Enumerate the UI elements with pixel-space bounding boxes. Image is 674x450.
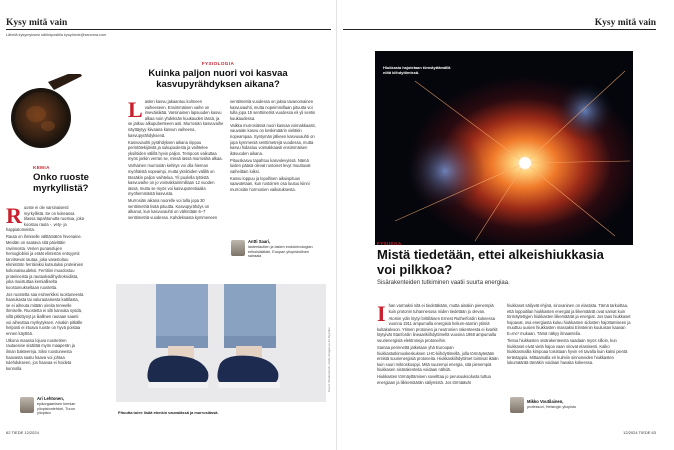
- author-name: Mikko Voutilainen,: [527, 399, 564, 404]
- author-title: lastentautien ja lasten endokrinologian erikoislääkäri, Euopan yliopistollinen sairaala: [248, 244, 313, 259]
- photo-caption: Pituutta tulee lisää etenkin vauvaiässä ja murrosiässä.: [118, 410, 219, 415]
- author-photo: [231, 240, 245, 256]
- author-title: epäorgaanisen kemian yliopistonlehtori, Turun yliopisto: [37, 401, 76, 416]
- header-rule: [343, 29, 656, 30]
- author-title: professori, Helsingin yliopisto: [527, 404, 577, 409]
- article1-paragraph: Jos ruostetta saa esimerkiksi ruostuneesta haarukasta tai valurautaisesta kattilasta, se ei aiheuta mitään oireita terveelle ihmiselle. Ruostetta ei silti kannata syödä, sillä pitkittynyt ja liiallinen rautaan saanti voi aiheuttaa myrkytyksen. Ainakin pitkälle helposti ei irtoava ruoste on hyvä poistaa ennen käyttöä.: [6, 291, 84, 336]
- article1-paragraph: uoste ei ole varsinaisesti myrkyllistä. Se on koiteassa tilassa tapahtunutta ruostua, joka koostuu rauta -, vety- ja happiatomeista.: [6, 205, 84, 233]
- article3-paragraph: Tietoa hiukkasten sisärakenteesta saadaan myös silloin, kun hiukkaset eivät vielä hajoa vaan sirovat elastisesti. Kaiko hiukkasmallia kimpoaa toisistaan hyvin eri tavalla kuin kaksi pientä terästappia. Mittaamalla eri kulmiin sinnoneiden hiukkasten lukumäärää tämäkin voidaan havaita kokeessa.: [507, 337, 628, 366]
- article2-headline: Kuinka paljon nuori voi kasvaa kasvupyrähdyksen aikana?: [148, 68, 288, 90]
- article2-paragraph: Kasvu loppuu ja lopullinen aikuispituus saavutetaan, kun rustoinen osa luutuu kiinni murrosiän hormonien vaikutuksesta.: [230, 175, 310, 193]
- article2-paragraph: Vaikka murrosiässä nuori kasvaa voimakkaasti, vauvaiän kasvu on keskimäärin vieläkin nopeampaa. Syntymän jälkeen kasvuvauhti on jopa kymmeniä senttimetrejä vuodessa, mutta kasvu hidastuu voimakkaasti ensimmäisen ikävuoden aikana.: [230, 122, 316, 156]
- article2-paragraph: Pituuskasvu tapahtuu kasvulevyissä. Nämä luiden pääsä olevat rustoiset levyt muuttuvat vaiheittain luiksi.: [230, 157, 311, 174]
- article1-author: [37, 397, 87, 416]
- article2-body-col1: [128, 99, 224, 274]
- feet-sneakers-image: [116, 284, 326, 402]
- article3-author: [527, 400, 627, 410]
- article3-paragraph: Atomin ydin löytyi brittiläisen Ernest Rutherfordin kokeessa vuonna 1911 ampumalla energisiä helium-atomin ytimiä kultakalvoon. Ytimen protonien ja neutronien rakenteesta ei kvarkit löytyivät Stanfordin lineaarikiihdyttimellä vuosina 1968 ampumalla suurienergisiä elektroneja protoneihin.: [377, 315, 498, 343]
- author-name: Ari Lehtonen,: [37, 396, 64, 401]
- photo-credit: Kuvat: Shutterstock, Getty Images ja Ari Nyyhiko: [327, 327, 331, 392]
- header-email: Lähetä kysymyksesi sähköpostilla kysy.tiede@sanoma.com: [6, 33, 107, 37]
- article3-paragraph: han varmaksi sitä ei tiedetäkään, mutta ainakin pienempiä kuin protonin tuhannesosa niiden tiedetään jo olevan.: [388, 303, 494, 314]
- article2-paragraph: senttimetriä vuodessa on jaksa tavanomainen kasvuvauhti, mutta nopeimmillaan pituutta voi tulla jopa 15 senttimetriä vuodessa eli yli sentin kuukaudessa.: [230, 99, 316, 121]
- header-rule: [6, 29, 331, 30]
- article3-body-col1: [377, 303, 499, 423]
- article3-paragraph: Samaa perinnettä jatketaan yhä Euroopan hiukkastutkimuskeskuksen LHC-kiihdyttimellä, jolla törmäytetään entistä suurienergisiä protoneita. Hiukkaskiihdyttimet toimivat ikään kuin suuri mikroskooppi. Mitä suurempi energia, sitä pienempiä hiukkasen sisärakenteita voidaan nähdä.: [377, 344, 499, 373]
- article2-author: [248, 240, 323, 259]
- page-footer-right: 12/2024 TIEDE 63: [623, 430, 656, 435]
- article3-kicker: FYSIIKKA: [377, 241, 402, 246]
- article2-paragraph: Kasvuvauhti pyrähdyksen aikana riippuu perintötekijöistä ja sukupuolesta ja vaihtelee yksilöiden välillä hyvin paljon. Tempoon vaikuttaa myös jonkin verran se, missä iässä murrosikä alkaa.: [128, 139, 223, 162]
- article1-headline: Onko ruoste myrkyllistä?: [33, 172, 89, 194]
- article3-body-col2: [507, 303, 633, 391]
- article3-paragraph: hiukkaset säilyvät ehjinä, sirovaninen on elastista. Tämä tarkoittaa, että loppuitilan hiukkasten energiat ja liikemäärät ovat samat kuin törmäytettyjen hiukkasten liikemäärät ja energiat. Jos taas hiukkaset hajoavat, osa energiasta kuluu hiukkasten sidosten hajottamiseen ja muuttuu uusien hiukkasten massaksi Einsteinin kuuluisan kaavan E=mc² mukaan. Tämä näkyy ilmaantelia.: [507, 303, 631, 336]
- article2-paragraph: asten kasvu jakaantuu kolmeen vaiheeseen. Ensimmäinen vaihe on imeväisikää. Varsinainen lapsuuden kasvu alkaa noin yhdeksän kuukauden iässä, ja se jatkuu alkupuberteeen asti. Murrosiän kasvuvaihe näyttäytyy kiivaana kasvun vaiheena, kasvupyrähdyksenä.: [128, 99, 224, 138]
- frying-pan-image: [8, 74, 86, 156]
- page-header-title: Kysy mitä vain: [6, 18, 68, 28]
- article1-paragraph: Rauta on ihmiselle välttämätön hivenaine. Meidän on saatava sitä päivittäin ravinnosta. Verien punasolujen hemoglobiini ja eräät elimistön entsyymit tarvitsevat rautaa, joka varastoituu elimistöön ferritiiniksi kutsutuksi proteiinien kokonaisuudeksi. Ferritiini muodostuu proteiineista ja rautaoksidihydroksidista, joka muistuttaa kemialliselta koostumukseltaan ruostetta.: [6, 234, 84, 290]
- article1-body: [6, 205, 84, 390]
- article2-dropcap: L: [128, 99, 143, 122]
- particle-collision-image: [375, 51, 633, 245]
- article1-paragraph: Ulkona maassa lojuva ruostetiren rautaesine sisältää myös maaperän ja ilman bakteereja. Siksi ruostuneesta haavasta saatu haava voi johtaa tulehdukseen, jos haavaa ei hoideta kunnolla.: [6, 337, 75, 371]
- right-page: [337, 0, 674, 450]
- article3-dropcap: I: [377, 303, 386, 326]
- page-header-title: Kysy mitä vain: [594, 18, 656, 28]
- page-footer-left: 62 TIEDE 12/2024: [6, 430, 39, 435]
- article2-body-col2: [230, 99, 320, 231]
- article1-dropcap: R: [6, 205, 22, 228]
- article3-headline: Mistä tiedetään, ettei alkeishiukkasia voi pilkkoa?: [377, 247, 604, 277]
- article3-paragraph: Hiukkasten törmäyttäminen sovelttaa jo perusuuksolusta tuttua energiaan ja liikkemäärän säilymistä. Jos törmäävät: [377, 374, 491, 385]
- author-name: Antti Saari,: [248, 239, 271, 244]
- article2-paragraph: Varhainen murrosiän kehitys voi olla hieman myöhäistä nopeampi, mutta yksilöiden välillä on tässäkin paljon vaihtelua. Yli puolella tytöistä kasvuvaihe on jo voimakkaimmillaan 12 vuoden iässä, mutta se myös voi kasvupotentiaalia myöhemmästä kasvusta.: [128, 163, 215, 197]
- article3-subhead: Sisärakenteiden tutkiminen vaatii suurta energiaa.: [377, 280, 510, 286]
- author-photo: [510, 397, 524, 413]
- article1-kicker: KEMIA: [33, 165, 50, 170]
- article2-paragraph: Murrosiän aikana nuorelle voi tulla jopa 30 senttimetriä lisää pituutta. Kasvupyrähdys on alkanut, kun kasvuvauhti on vähintään 6–7 senttimetriä vuodessa. Kahdeksasta kymmeneen: [128, 198, 218, 221]
- article2-kicker: FYSIOLOGIA: [201, 61, 235, 66]
- image-caption: Hiukkasia hajotetaan törmäyttämällä niitä kiihdyttimissä.: [383, 65, 451, 75]
- author-photo: [20, 397, 34, 413]
